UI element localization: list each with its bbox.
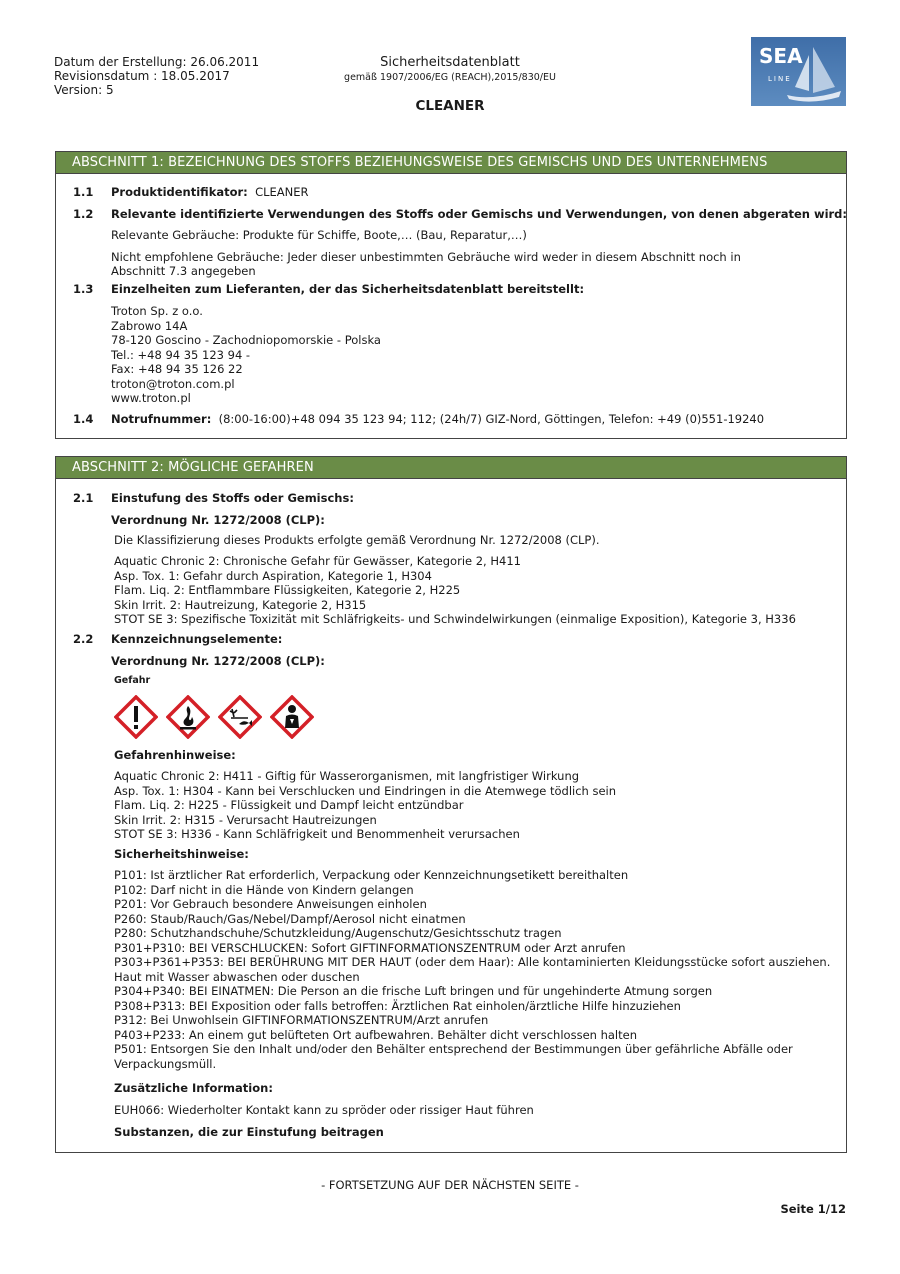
classification-item: Skin Irrit. 2: Hautreizung, Kategorie 2, H315 [114, 597, 367, 612]
precautionary-statement: P312: Bei Unwohlsein GIFTINFORMATIONSZENTRUM/Arzt anrufen [114, 1013, 489, 1027]
regulation-heading: Verordnung Nr. 1272/2008 (CLP): [111, 654, 325, 668]
document-title-block [300, 55, 600, 85]
hazard-statements-heading: Gefahrenhinweise: [114, 748, 236, 762]
classification-item: STOT SE 3: Spezifische Toxizität mit Schläfrigkeits- und Schwindelwirkungen (einmalige Exposition), Kategorie 3, H336 [114, 612, 796, 626]
classification-item: Asp. Tox. 1: Gefahr durch Aspiration, Kategorie 1, H304 [114, 568, 432, 583]
supplier-line: Tel.: +48 94 35 123 94 - [111, 347, 251, 362]
precautionary-statement: P303+P361+P353: BEI BERÜHRUNG MIT DER HAUT (oder dem Haar): Alle kontaminierten Kleidungsstücke sofort ausziehen. Haut mit Wasser abwaschen oder duschen [114, 955, 831, 984]
additional-info-heading: Zusätzliche Information: [114, 1081, 273, 1095]
section-1 [55, 151, 847, 439]
hazard-statement: STOT SE 3: H336 - Kann Schläfrigkeit und Benommenheit verursachen [114, 827, 520, 841]
emergency-value: (8:00-16:00)+48 094 35 123 94; 112; (24h/7) GIZ-Nord, Göttingen, Telefon: +49 (0)551-19240 [218, 412, 765, 426]
hazard-statement: Asp. Tox. 1: H304 - Kann bei Verschlucken und Eindringen in die Atemwege tödlich sein [114, 783, 617, 798]
classification-heading: Einstufung des Stoffs oder Gemischs: [111, 491, 354, 505]
classification-note: Die Klassifizierung dieses Produkts erfolgte gemäß Verordnung Nr. 1272/2008 (CLP). [114, 533, 600, 547]
supplier-line: Zabrowo 14A [111, 318, 188, 333]
relevant-uses: Relevante Gebräuche: Produkte für Schiffe, Boote,… (Bau, Reparatur,…) [111, 228, 527, 242]
supplier-line: Fax: +48 94 35 126 22 [111, 362, 243, 376]
supplier-email: troton@troton.com.pl [111, 376, 235, 391]
item-number: 1.1 [73, 185, 94, 199]
environment-icon [218, 695, 262, 739]
signal-word: Gefahr [114, 675, 151, 686]
item-number: 1.4 [73, 412, 94, 426]
product-identifier [111, 185, 309, 200]
flame-icon [166, 695, 210, 739]
supplier-website: www.troton.pl [111, 391, 191, 405]
section-2 [55, 456, 847, 1153]
supplier-address [111, 304, 381, 406]
precautionary-statement: P102: Darf nicht in die Hände von Kindern gelangen [114, 882, 414, 897]
document-meta [54, 55, 259, 97]
item-number: 2.1 [73, 491, 94, 505]
svg-text:LINE: LINE [768, 75, 792, 83]
label-elements-heading: Kennzeichnungselemente: [111, 632, 283, 646]
precautionary-statement: P304+P340: BEI EINATMEN: Die Person an die frische Luft bringen und für ungehinderte Atmung sorgen [114, 984, 713, 998]
supplier-line: Troton Sp. z o.o. [111, 304, 203, 318]
additional-info: EUH066: Wiederholter Kontakt kann zu spröder oder rissiger Haut führen [114, 1103, 534, 1117]
health-hazard-icon [270, 695, 314, 739]
item-number: 1.2 [73, 207, 94, 221]
precautionary-statement: P201: Vor Gebrauch besondere Anweisungen einholen [114, 897, 427, 911]
precautionary-statement: P280: Schutzhandschuhe/Schutzkleidung/Augenschutz/Gesichtsschutz tragen [114, 926, 562, 940]
creation-date: Datum der Erstellung: 26.06.2011 [54, 55, 260, 69]
product-name: CLEANER [415, 98, 485, 114]
hazard-statements-list [114, 769, 616, 842]
supplier-line: 78-120 Goscino - Zachodniopomorskie - Polska [111, 333, 381, 347]
emergency-number [111, 412, 764, 427]
product-identifier-label: Produktidentifikator: [111, 185, 248, 199]
hazard-statement: Flam. Liq. 2: H225 - Flüssigkeit und Dampf leicht entzündbar [114, 798, 464, 812]
precautionary-statement: P301+P310: BEI VERSCHLUCKEN: Sofort GIFTINFORMATIONSZENTRUM oder Arzt anrufen [114, 940, 626, 955]
regulation-heading: Verordnung Nr. 1272/2008 (CLP): [111, 513, 325, 527]
precautionary-statement: P260: Staub/Rauch/Gas/Nebel/Dampf/Aerosol nicht einatmen [114, 911, 466, 926]
uses-heading: Relevante identifizierte Verwendungen des Stoffs oder Gemischs und Verwendungen, von denen abgeraten wird: [111, 207, 848, 221]
precautionary-statements-list [114, 868, 834, 1071]
section-1-header: ABSCHNITT 1: BEZEICHNUNG DES STOFFS BEZIEHUNGSWEISE DES GEMISCHS UND DES UNTERNEHMENS [56, 152, 846, 174]
revision-date: Revisionsdatum : 18.05.2017 [54, 69, 230, 83]
uses-not-recommended: Nicht empfohlene Gebräuche: Jeder dieser unbestimmten Gebräuche wird weder in diesem Abschnitt noch in Abschnitt 7.3 angegeben [111, 250, 741, 278]
precautionary-statements-heading: Sicherheitshinweise: [114, 847, 249, 861]
section-2-header: ABSCHNITT 2: MÖGLICHE GEFAHREN [56, 457, 846, 479]
product-identifier-value: CLEANER [255, 185, 309, 199]
precautionary-statement: P308+P313: BEI Exposition oder falls betroffen: Ärztlichen Rat einholen/ärztliche Hilfe hinzuziehen [114, 998, 681, 1013]
company-logo [751, 37, 846, 106]
version: Version: 5 [54, 83, 114, 97]
classification-list [114, 554, 796, 627]
emergency-label: Notrufnummer: [111, 412, 212, 426]
document-regulation: gemäß 1907/2006/EG (REACH),2015/830/EU [344, 72, 556, 83]
page-number: Seite 1/12 [780, 1202, 846, 1216]
continuation-note: - FORTSETZUNG AUF DER NÄCHSTEN SEITE - [321, 1178, 579, 1192]
item-number: 2.2 [73, 632, 94, 646]
precautionary-statement: P101: Ist ärztlicher Rat erforderlich, Verpackung oder Kennzeichnungsetikett bereithalten [114, 868, 629, 882]
document-title: Sicherheitsdatenblatt [380, 55, 520, 70]
classification-item: Flam. Liq. 2: Entflammbare Flüssigkeiten, Kategorie 2, H225 [114, 583, 461, 597]
precautionary-statement: P403+P233: An einem gut belüfteten Ort aufbewahren. Behälter dicht verschlossen halten [114, 1027, 637, 1042]
classification-item: Aquatic Chronic 2: Chronische Gefahr für Gewässer, Kategorie 2, H411 [114, 554, 521, 568]
svg-text:SEA: SEA [759, 44, 803, 68]
contributing-substances-heading: Substanzen, die zur Einstufung beitragen [114, 1125, 384, 1139]
precautionary-statement: P501: Entsorgen Sie den Inhalt und/oder den Behälter entsprechend der Bestimmungen über gefährliche Abfälle oder Verpackungsmüll. [114, 1042, 793, 1071]
supplier-heading: Einzelheiten zum Lieferanten, der das Sicherheitsdatenblatt bereitstellt: [111, 282, 585, 296]
item-number: 1.3 [73, 282, 94, 296]
hazard-statement: Aquatic Chronic 2: H411 - Giftig für Wasserorganismen, mit langfristiger Wirkung [114, 769, 580, 783]
exclamation-icon [114, 695, 158, 739]
hazard-statement: Skin Irrit. 2: H315 - Verursacht Hautreizungen [114, 812, 377, 827]
